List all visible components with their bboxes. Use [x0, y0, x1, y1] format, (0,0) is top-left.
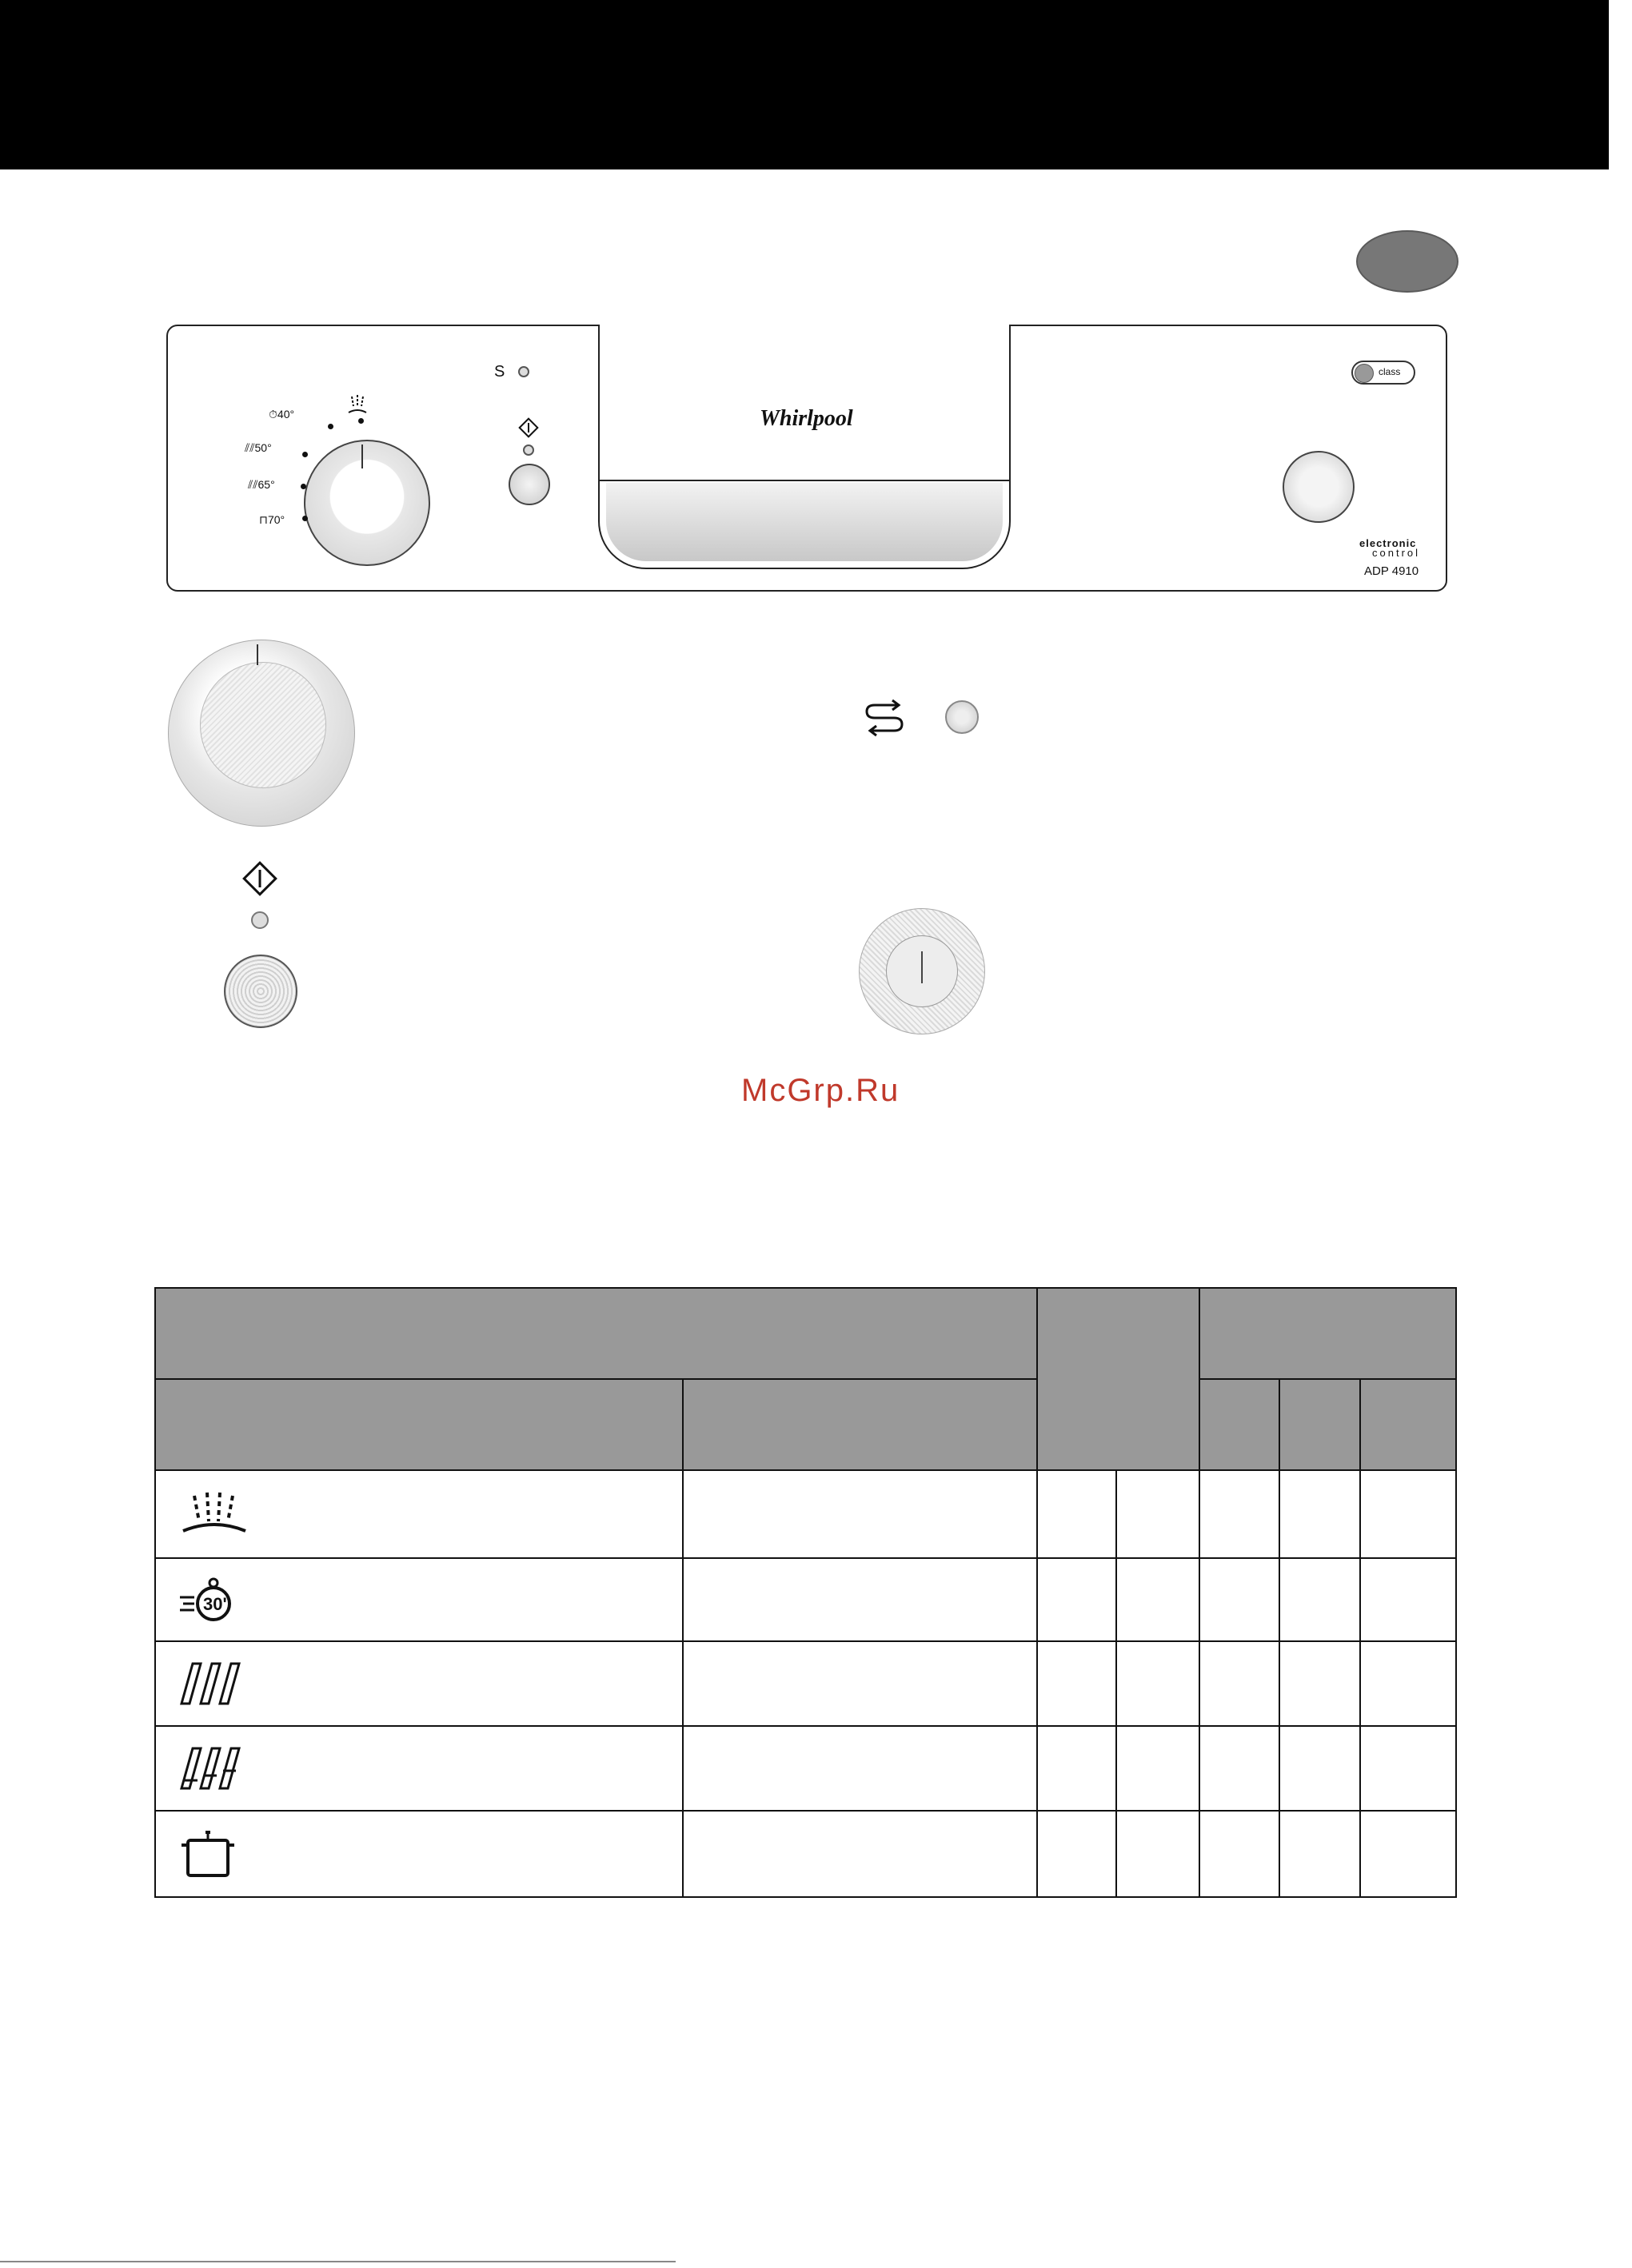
intensive-wash-icon [177, 1740, 249, 1796]
brand-logo: Whirlpool [760, 406, 853, 431]
panel-knob-pointer [361, 444, 363, 468]
program-cell [155, 1811, 683, 1897]
class-label: class [1379, 366, 1401, 377]
language-badge [1356, 230, 1458, 293]
start-icon [518, 417, 539, 438]
panel-start-button[interactable] [509, 464, 550, 505]
control-label: control [1372, 547, 1421, 559]
pre-rinse-icon [178, 1486, 250, 1542]
table-header-program [155, 1379, 683, 1470]
watermark: McGrp.Ru [741, 1073, 900, 1108]
normal-wash-icon: ⫽⫽ [245, 441, 255, 454]
svg-text:30': 30' [203, 1594, 227, 1614]
salt-indicator-led [945, 700, 979, 734]
class-indicator [1355, 364, 1374, 383]
quick-30-icon: ⏱ [269, 408, 277, 421]
program-cell [155, 1726, 683, 1811]
table-header-sub-3 [1360, 1379, 1456, 1470]
table-row [155, 1470, 1456, 1558]
salt-icon: S [494, 363, 505, 381]
table-row [155, 1641, 1456, 1726]
program-label-4: ⊓70° [259, 513, 285, 526]
program-label-3: ⫽⫽65° [248, 478, 275, 491]
start-reset-button[interactable] [224, 955, 297, 1028]
program-cell [155, 1558, 683, 1641]
table-row [155, 1811, 1456, 1897]
normal-wash-icon [177, 1656, 249, 1712]
pre-rinse-icon [345, 392, 369, 416]
intensive-wash-icon: ⫽⫽ [248, 478, 258, 491]
salt-refill-icon [862, 697, 907, 739]
electronic-label: electronic [1359, 537, 1417, 549]
table-header-load [683, 1379, 1037, 1470]
table-header-group-2 [1037, 1288, 1199, 1470]
program-knob-face [200, 662, 326, 788]
handle-recess [606, 483, 1003, 561]
program-label-1: ⏱40° [269, 408, 295, 421]
program-dot [301, 484, 306, 489]
panel-salt-led [518, 366, 529, 377]
power-icon [921, 951, 923, 983]
program-dot [328, 424, 333, 429]
start-reset-icon [241, 860, 278, 897]
panel-program-knob[interactable] [304, 440, 430, 566]
model-number: ADP 4910 [1364, 564, 1419, 578]
pot-icon [177, 1826, 249, 1882]
handle-divider [600, 480, 1009, 481]
top-black-bar [0, 0, 1609, 169]
panel-start-led [523, 444, 534, 456]
program-table [154, 1287, 1457, 1898]
program-cell [155, 1641, 683, 1726]
program-dot [302, 516, 308, 521]
table-row [155, 1558, 1456, 1641]
program-knob-pointer [257, 644, 258, 665]
table-header-sub-1 [1199, 1379, 1279, 1470]
program-dot [358, 418, 364, 424]
footer-rule [0, 2261, 676, 2262]
start-led [251, 911, 269, 929]
table-header-sub-2 [1279, 1379, 1360, 1470]
program-dot [302, 452, 308, 457]
panel-power-button[interactable] [1283, 451, 1355, 523]
program-label-2: ⫽⫽50° [245, 441, 272, 454]
quick-30-icon [177, 1572, 249, 1628]
table-header-group-3 [1199, 1288, 1456, 1379]
pot-icon: ⊓ [259, 513, 268, 526]
program-cell [155, 1470, 683, 1558]
table-header-main [155, 1288, 1037, 1379]
table-row [155, 1726, 1456, 1811]
